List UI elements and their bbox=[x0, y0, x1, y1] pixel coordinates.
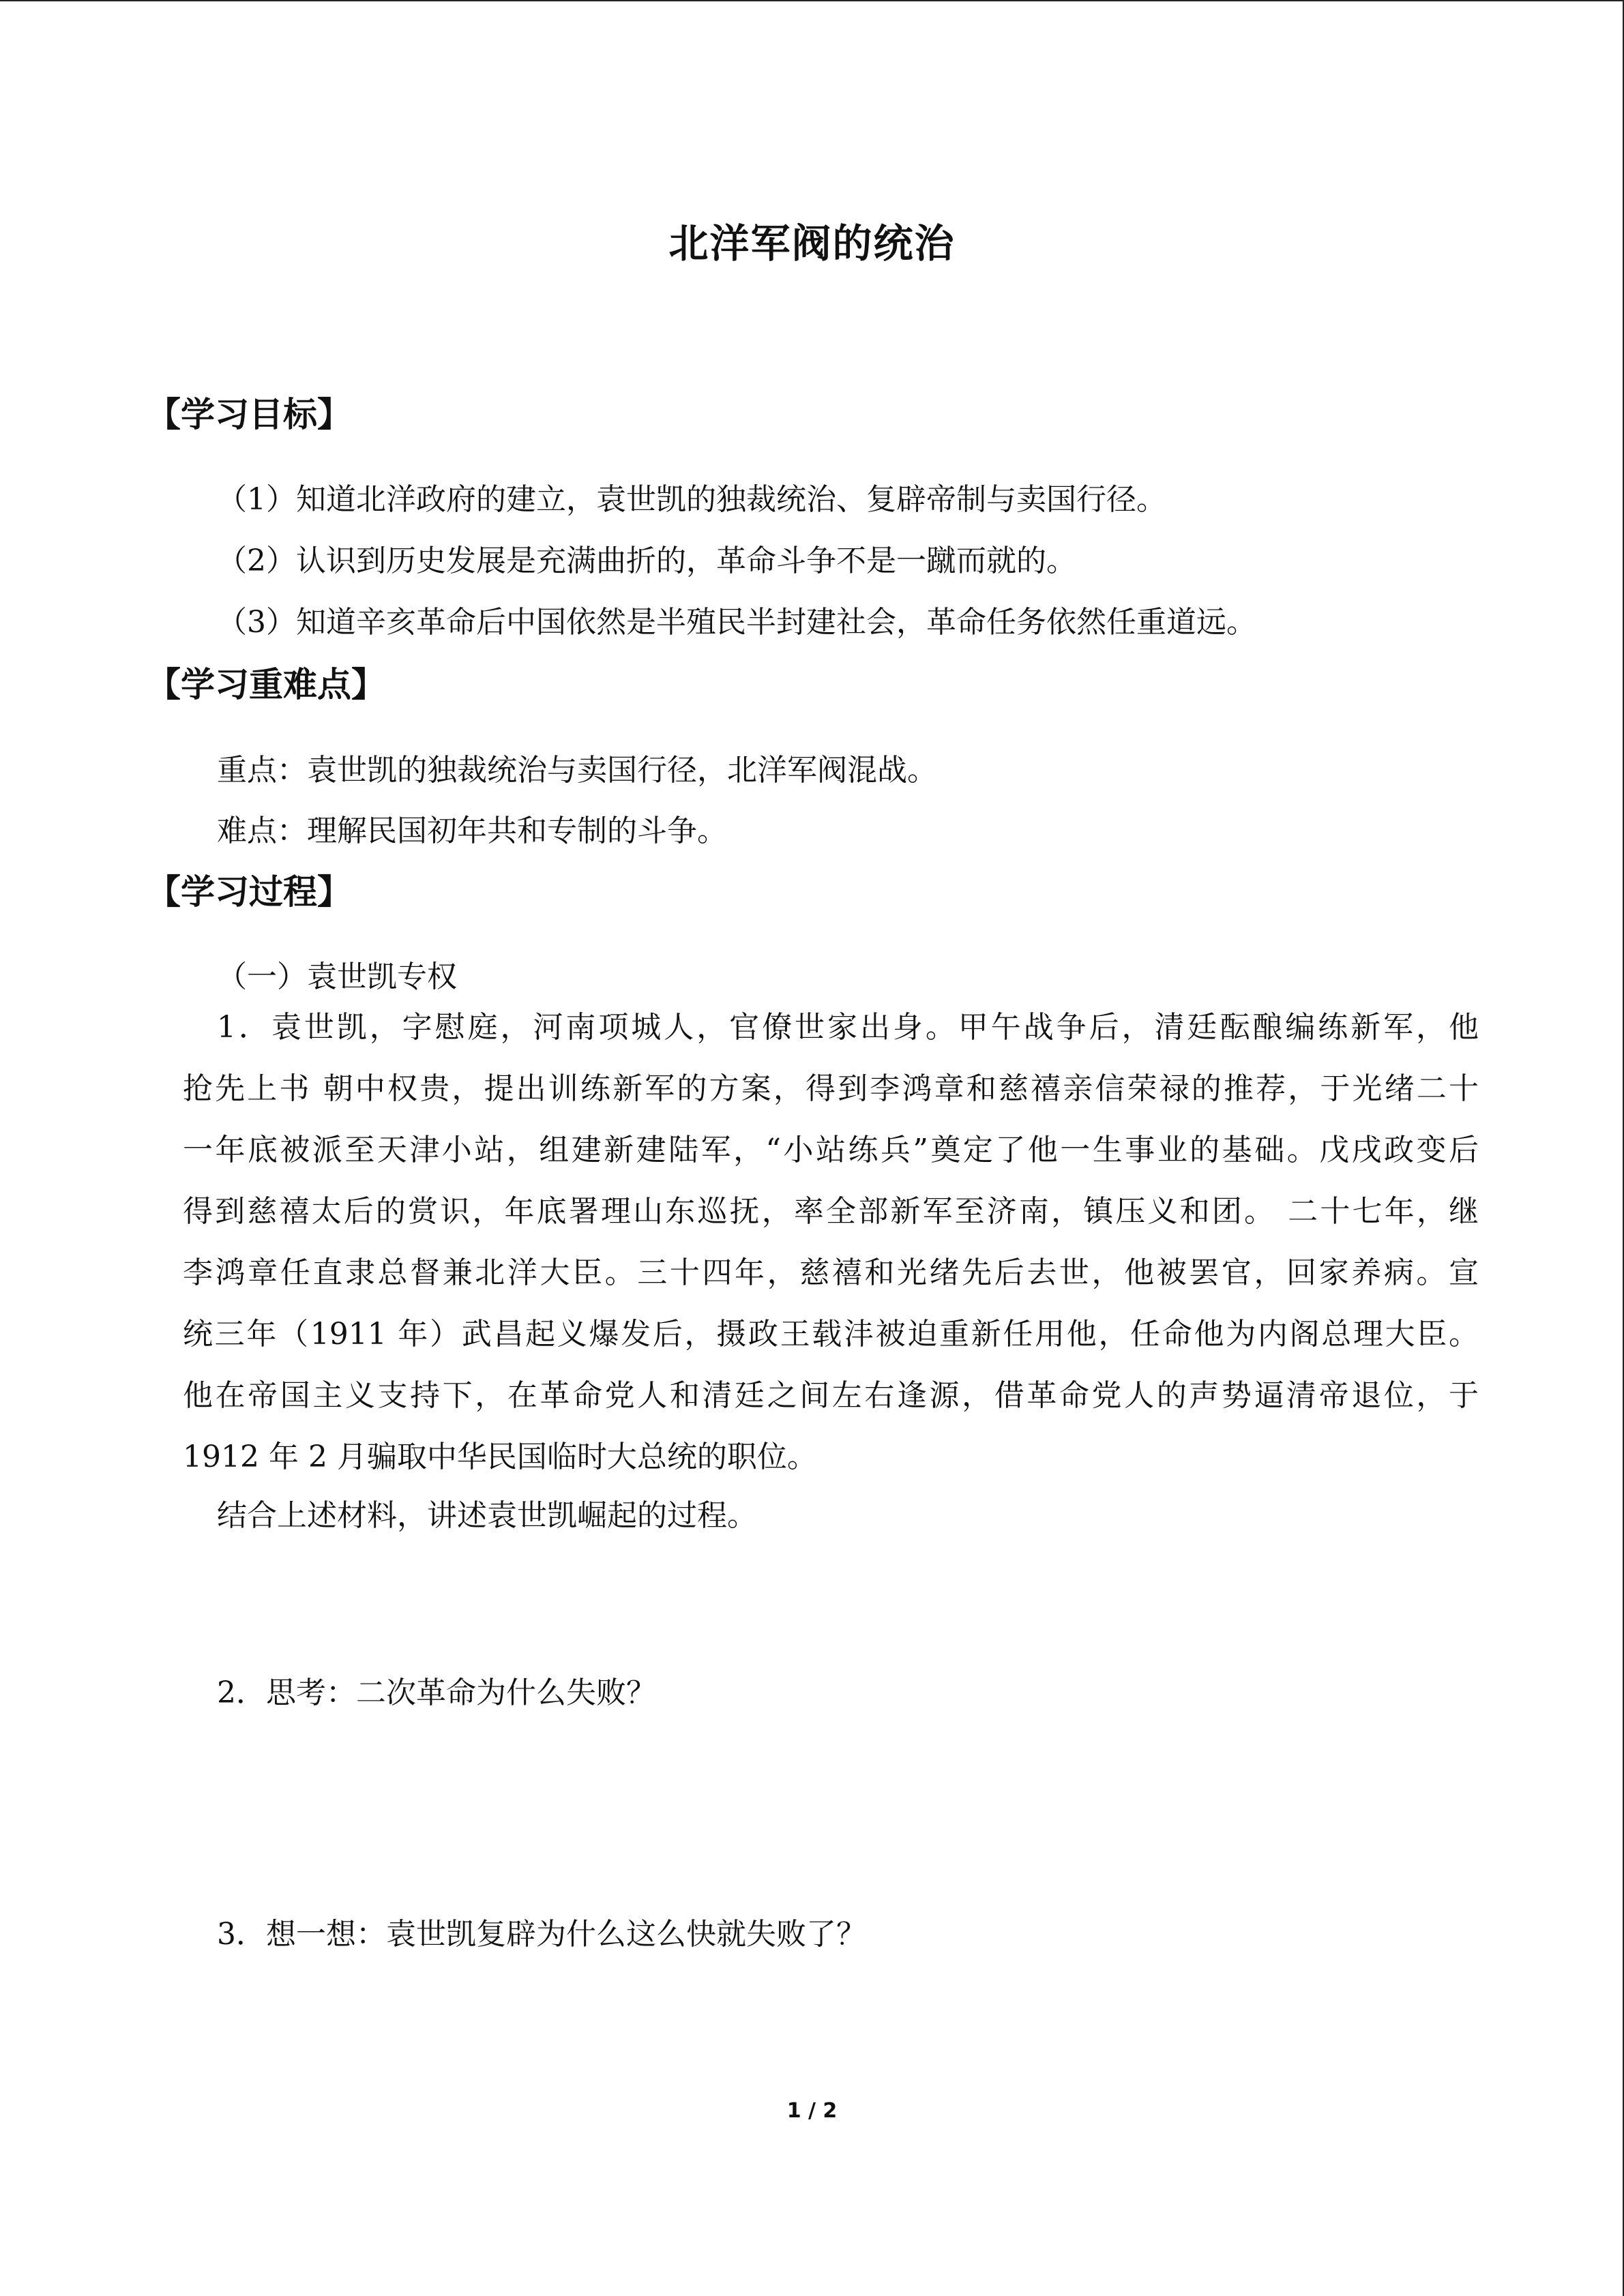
objective-item-1: （1）知道北洋政府的建立，袁世凯的独裁统治、复辟帝制与卖国行径。 bbox=[217, 482, 1166, 517]
paragraph-line: 统三年（1911 年）武昌起义爆发后，摄政王载沣被迫重新任用他，任命他为内阁总理大臣。 bbox=[183, 1317, 1479, 1352]
objective-item-2: （2）认识到历史发展是充满曲折的，革命斗争不是一蹴而就的。 bbox=[217, 543, 1076, 578]
paragraph-line: 1912 年 2 月骗取中华民国临时大总统的职位。 bbox=[183, 1440, 817, 1474]
subheading-yuan-shikai: （一）袁世凯专权 bbox=[217, 959, 457, 994]
paragraph-line: 1．袁世凯，字慰庭，河南项城人，官僚世家出身。甲午战争后，清廷酝酿编练新军，他 bbox=[217, 1010, 1479, 1045]
paragraph-line: 抢先上书 朝中权贵，提出训练新军的方案，得到李鸿章和慈禧亲信荣禄的推荐，于光绪二十 bbox=[183, 1071, 1479, 1106]
section-heading-process: 【学习过程】 bbox=[147, 872, 351, 912]
key-point-focus: 重点：袁世凯的独裁统治与卖国行径，北洋军阀混战。 bbox=[217, 753, 937, 788]
paragraph-line: 一年底被派至天津小站，组建新建陆军，“小站练兵”奠定了他一生事业的基础。戊戌政变后 bbox=[183, 1133, 1479, 1167]
material-paragraph bbox=[183, 997, 1479, 1488]
question-3: 3．想一想：袁世凯复辟为什么这么快就失败了？ bbox=[217, 1917, 866, 1952]
question-2: 2．思考：二次革命为什么失败？ bbox=[217, 1675, 656, 1710]
page-title: 北洋军阀的统治 bbox=[668, 220, 956, 267]
objective-item-3: （3）知道辛亥革命后中国依然是半殖民半封建社会，革命任务依然任重道远。 bbox=[217, 605, 1256, 640]
paragraph-line: 得到慈禧太后的赏识，年底署理山东巡抚，率全部新军至济南，镇压义和团。 二十七年，继 bbox=[183, 1194, 1479, 1229]
paragraph-line: 他在帝国主义支持下，在革命党人和清廷之间左右逢源，借革命党人的声势逼清帝退位，于 bbox=[183, 1378, 1479, 1413]
page-number: 1 / 2 bbox=[786, 2099, 838, 2123]
section-heading-objectives: 【学习目标】 bbox=[147, 395, 351, 434]
material-prompt: 结合上述材料，讲述袁世凯崛起的过程。 bbox=[217, 1498, 757, 1533]
section-heading-key-points: 【学习重难点】 bbox=[147, 665, 385, 704]
paragraph-line: 李鸿章任直隶总督兼北洋大臣。三十四年，慈禧和光绪先后去世，他被罢官，回家养病。宣 bbox=[183, 1255, 1479, 1290]
key-point-difficulty: 难点：理解民国初年共和专制的斗争。 bbox=[217, 814, 727, 848]
